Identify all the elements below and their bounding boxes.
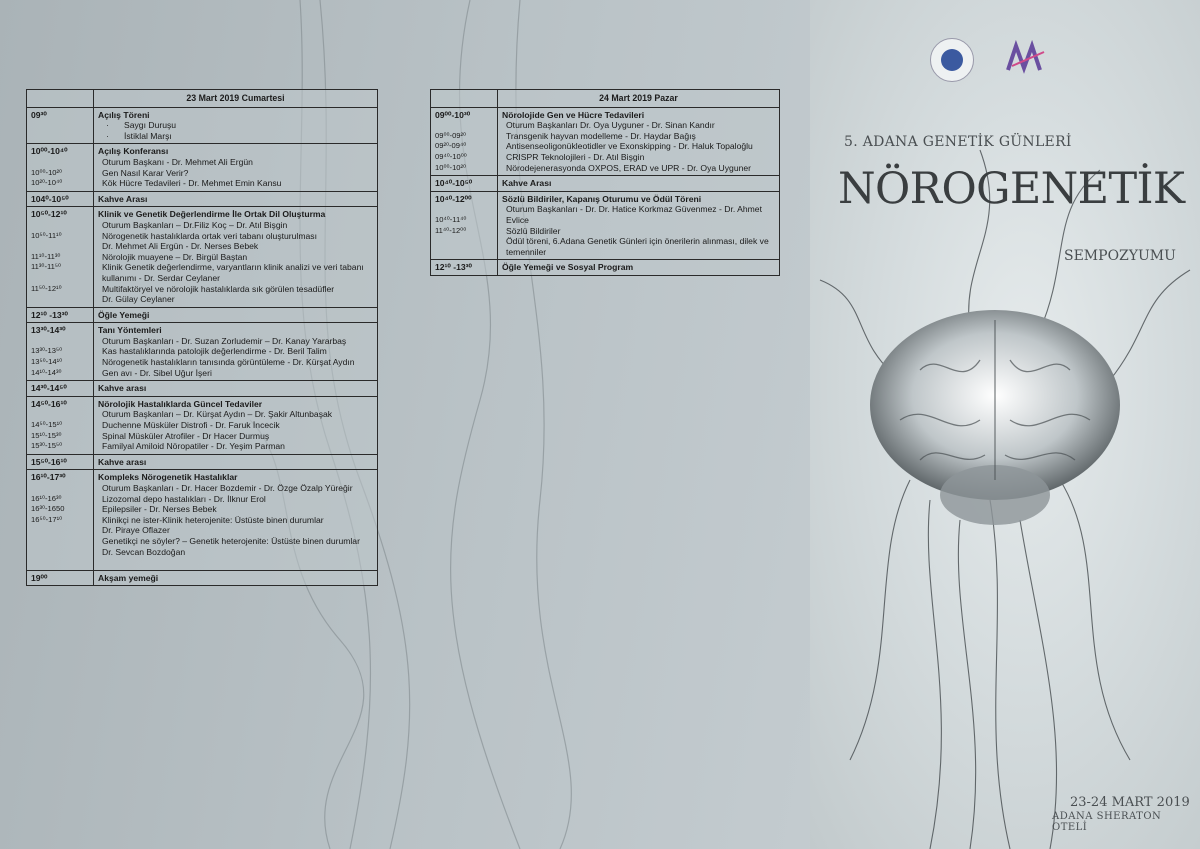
ceremony-item-text: İstiklal Marşı [124, 130, 172, 141]
session-time: 10⁴⁰-10⁵⁰ [435, 178, 473, 189]
program-item: Duchenne Müsküler Distrofi - Dr. Faruk İncecik [102, 420, 280, 431]
program-item: Antisenseoligonükleotidler ve Exonskipping - Dr. Haluk Topaloğlu [506, 141, 753, 152]
session-row [27, 396, 378, 454]
item-time [31, 273, 89, 284]
item-time: 15¹⁰-15³⁰ [31, 430, 62, 440]
session-time: 12¹⁰ -13³⁰ [31, 309, 68, 320]
session-row [27, 570, 378, 586]
session-time-cell [27, 107, 94, 144]
program-item: Multifaktöryel ve nörolojik hastalıklarda sık görülen tesadüfler [102, 283, 335, 294]
session-time-cell [27, 307, 94, 323]
session-row [27, 207, 378, 307]
item-time [31, 294, 89, 305]
item-time: 16¹⁰-16³⁰ [31, 493, 62, 503]
session-time: 09³⁰ [31, 109, 47, 120]
session-time: 10⁵⁰-12¹⁰ [31, 209, 67, 220]
tibbi-genetik-logo [1002, 36, 1052, 80]
program-item: Dr. Sevcan Bozdoğan [102, 546, 186, 557]
bullet-icon: · [106, 120, 109, 131]
cover-subtitle: 5. ADANA GENETİK GÜNLERİ [844, 134, 1072, 150]
session-row [431, 191, 780, 260]
session-time-cell [27, 570, 94, 586]
bullet-icon: · [106, 130, 109, 141]
session-title: Akşam yemeği [98, 572, 159, 583]
program-item: Oturum Başkanları - Dr. Suzan Zorludemir – Dr. Kanay Yararbaş [102, 335, 347, 346]
item-time: 11¹⁰-11³⁰ [31, 251, 61, 261]
session-row [27, 107, 378, 144]
item-time [31, 157, 89, 168]
session-row [431, 176, 780, 192]
session-title: Öğle Yemeği ve Sosyal Program [502, 262, 634, 273]
program-item: Oturum Başkanları - Dr. Hacer Bozdemir - Dr. Özge Özalp Yüreğir [102, 483, 353, 493]
program-item: Epilepsiler - Dr. Nerses Bebek [102, 504, 217, 515]
session-row [27, 454, 378, 470]
session-time: 13³⁰-14³⁰ [31, 325, 66, 336]
session-time-cell [27, 470, 94, 570]
session-time: 14³⁰-14⁵⁰ [31, 383, 67, 394]
program-item: Nörogenetik hastalıklarda ortak veri tabanı oluşturulması [102, 230, 317, 241]
session-time-cell [27, 207, 94, 307]
item-time [31, 220, 89, 231]
session-row [27, 381, 378, 397]
program-item: Oturum Başkanları - Dr. Dr. Hatice Korkmaz Güvenmez - Dr. Ahmet Evlice [506, 204, 762, 225]
session-time-cell [27, 191, 94, 207]
session-time: 12¹⁰ -13³⁰ [435, 262, 472, 273]
item-time: 15³⁰-15⁵⁰ [31, 441, 63, 451]
session-time-cell [431, 260, 498, 276]
session-time-cell [431, 107, 498, 176]
program-item: temenniler [506, 246, 547, 257]
item-time [31, 557, 89, 568]
session-content-cell [94, 396, 378, 454]
session-content-cell [94, 570, 378, 586]
session-row [27, 307, 378, 323]
session-time: 10⁰⁰-10⁴⁰ [31, 146, 68, 157]
session-content-cell [94, 207, 378, 307]
item-time: 10⁵⁰-11¹⁰ [31, 230, 62, 240]
session-time: 10⁴⁰-12⁰⁰ [435, 193, 472, 204]
item-time: 09²⁰-09⁴⁰ [435, 141, 467, 151]
program-item: Nörolojik muayene – Dr. Birgül Baştan [102, 251, 248, 262]
session-title: Açılış Konferansı [98, 146, 169, 157]
program-item: Klinik Genetik değerlendirme, varyantların klinik analizi ve veri tabanı [102, 262, 364, 273]
session-row [27, 323, 378, 381]
society-logo-left [930, 38, 974, 82]
session-time: 19⁰⁰ [31, 572, 48, 583]
item-time [31, 241, 89, 252]
session-time-cell [27, 454, 94, 470]
item-time [31, 525, 89, 536]
session-title: Kahve Arası [98, 193, 148, 204]
cover-subtitle-2: SEMPOZYUMU [1064, 248, 1176, 264]
ceremony-item [98, 131, 373, 142]
session-title: Kahve arası [98, 383, 147, 394]
item-time: 14¹⁰-14³⁰ [31, 367, 62, 377]
session-time-cell [431, 176, 498, 192]
brain-illustration [810, 0, 1200, 849]
session-title: Nörolojide Gen ve Hücre Tedavileri [502, 109, 645, 120]
cover-dates: 23-24 MART 2019 [1070, 795, 1190, 810]
session-content-cell [498, 260, 780, 276]
session-content-cell [498, 176, 780, 192]
session-row [431, 107, 780, 176]
program-item: Kök Hücre Tedavileri - Dr. Mehmet Emin Kansu [102, 178, 282, 189]
session-title: Tanı Yöntemleri [98, 325, 162, 336]
item-time [435, 204, 493, 215]
session-content-cell [94, 454, 378, 470]
cover-panel [810, 0, 1200, 849]
program-table-day1 [26, 89, 378, 586]
session-row [27, 144, 378, 191]
session-content-cell [94, 381, 378, 397]
session-time-cell [27, 144, 94, 191]
day1-header: 23 Mart 2019 Cumartesi [94, 90, 378, 108]
session-row [27, 191, 378, 207]
item-time: 11³⁰-11⁵⁰ [31, 262, 62, 272]
item-time [435, 236, 493, 247]
program-item: Lizozomal depo hastalıkları - Dr. İlknur Erol [102, 493, 266, 504]
session-content-cell [94, 107, 378, 144]
session-title: Kompleks Nörogenetik Hastalıklar [98, 472, 238, 483]
item-time: 16⁵⁰-17¹⁰ [31, 514, 63, 524]
session-row [27, 470, 378, 570]
session-content-cell [94, 144, 378, 191]
program-item: Oturum Başkanları – Dr. Kürşat Aydın – Dr. Şakir Altunbaşak [102, 409, 333, 420]
program-item: Genetikçi ne söyler? – Genetik heterojenite: Üstüste binen durumlar [102, 535, 360, 546]
item-time: 16³⁰-1650 [31, 504, 65, 514]
session-time: 16¹⁰-17³⁰ [31, 472, 66, 483]
item-time [31, 547, 89, 558]
session-title: Açılış Töreni [98, 109, 150, 120]
session-time: 09⁰⁰-10³⁰ [435, 109, 471, 120]
program-item: Ödül töreni, 6.Adana Genetik Günleri için önerilerin alınması, dilek ve [506, 236, 769, 247]
session-row [431, 260, 780, 276]
item-time: 11⁴⁰-12⁰⁰ [435, 225, 467, 235]
program-item: Spinal Müsküler Atrofiler - Dr Hacer Durmuş [102, 430, 270, 441]
item-time: 13⁵⁰-14¹⁰ [31, 357, 63, 367]
program-item: Klinikçi ne ister-Klinik heterojenite: Üstüste binen durumlar [102, 514, 324, 525]
program-item: Kas hastalıklarında patolojik değerlendirme - Dr. Beril Talim [102, 346, 327, 357]
item-time: 11⁵⁰-12¹⁰ [31, 283, 62, 293]
item-time [435, 120, 493, 131]
ceremony-item-text: Saygı Duruşu [124, 120, 177, 131]
item-time [31, 536, 89, 547]
cover-title: NÖROGENETİK [838, 164, 1185, 214]
program-item: CRISPR Teknolojileri - Dr. Atıl Bişgin [506, 151, 645, 162]
item-time: 10⁰⁰-10²⁰ [31, 167, 63, 177]
program-item: Nörodejenerasyonda OXPOS, ERAD ve UPR - Dr. Oya Uyguner [506, 162, 752, 173]
session-time-cell [27, 381, 94, 397]
item-time [31, 336, 89, 347]
item-time: 13³⁰-13⁵⁰ [31, 346, 63, 356]
item-time [31, 409, 89, 420]
session-time: 15⁵⁰-16¹⁰ [31, 456, 67, 467]
session-title: Kahve arası [98, 456, 147, 467]
item-time: 10⁴⁰-11⁴⁰ [435, 214, 467, 224]
program-item: Sözlü Bildiriler [506, 225, 561, 236]
program-item: Familyal Amiloid Nöropatiler - Dr. Yeşim Parman [102, 441, 285, 452]
program-item: Oturum Başkanları – Dr.Filiz Koç – Dr. Atıl Bişgin [102, 219, 288, 230]
session-content-cell [498, 107, 780, 176]
ceremony-item [98, 120, 373, 131]
program-item: Dr. Piraye Oflazer [102, 525, 170, 536]
session-content-cell [94, 323, 378, 381]
program-item: kullanımı - Dr. Serdar Ceylaner [102, 272, 220, 283]
item-time: 14⁵⁰-15¹⁰ [31, 420, 63, 430]
session-time: 14⁵⁰-16¹⁰ [31, 398, 67, 409]
item-time: 10²⁰-10⁴⁰ [31, 178, 63, 188]
session-title: Sözlü Bildiriler, Kapanış Oturumu ve Ödül Töreni [502, 193, 702, 204]
program-item: Oturum Başkanları Dr. Oya Uyguner - Dr. Sinan Kandır [506, 120, 715, 131]
item-time: 09⁰⁰-09²⁰ [435, 130, 467, 140]
session-content-cell [94, 307, 378, 323]
program-item: Oturum Başkanı - Dr. Mehmet Ali Ergün [102, 156, 253, 167]
session-title: Nörolojik Hastalıklarda Güncel Tedaviler [98, 398, 263, 409]
session-time-cell [27, 396, 94, 454]
session-title: Öğle Yemeği [98, 309, 150, 320]
item-time [31, 483, 89, 494]
program-item: Gen avı - Dr. Sibel Uğur İşeri [102, 367, 212, 378]
session-title: Kahve Arası [502, 178, 552, 189]
session-time: 104⁰-10⁵⁰ [31, 193, 69, 204]
item-time: 09⁴⁰-10⁰⁰ [435, 151, 467, 161]
session-time-cell [431, 191, 498, 260]
session-content-cell [498, 191, 780, 260]
program-item: Gen Nasıl Karar Verir? [102, 167, 189, 178]
item-time: 10⁰⁰-10²⁰ [435, 162, 467, 172]
session-time-cell [27, 323, 94, 381]
program-item: Nörogenetik hastalıkların tanısında görüntüleme - Dr. Kürşat Aydın [102, 357, 355, 368]
program-table-day2 [430, 89, 780, 276]
day2-header: 24 Mart 2019 Pazar [498, 90, 780, 108]
cover-venue: ADANA SHERATON OTELİ [1052, 811, 1162, 833]
session-content-cell [94, 470, 378, 570]
session-title: Klinik ve Genetik Değerlendirme İle Ortak Dil Oluşturma [98, 209, 326, 220]
session-content-cell [94, 191, 378, 207]
program-item: Dr. Mehmet Ali Ergün - Dr. Nerses Bebek [102, 241, 259, 252]
program-item: Dr. Gülay Ceylaner [102, 294, 175, 305]
program-item: Transgenik hayvan modelleme - Dr. Haydar Bağış [506, 130, 696, 141]
